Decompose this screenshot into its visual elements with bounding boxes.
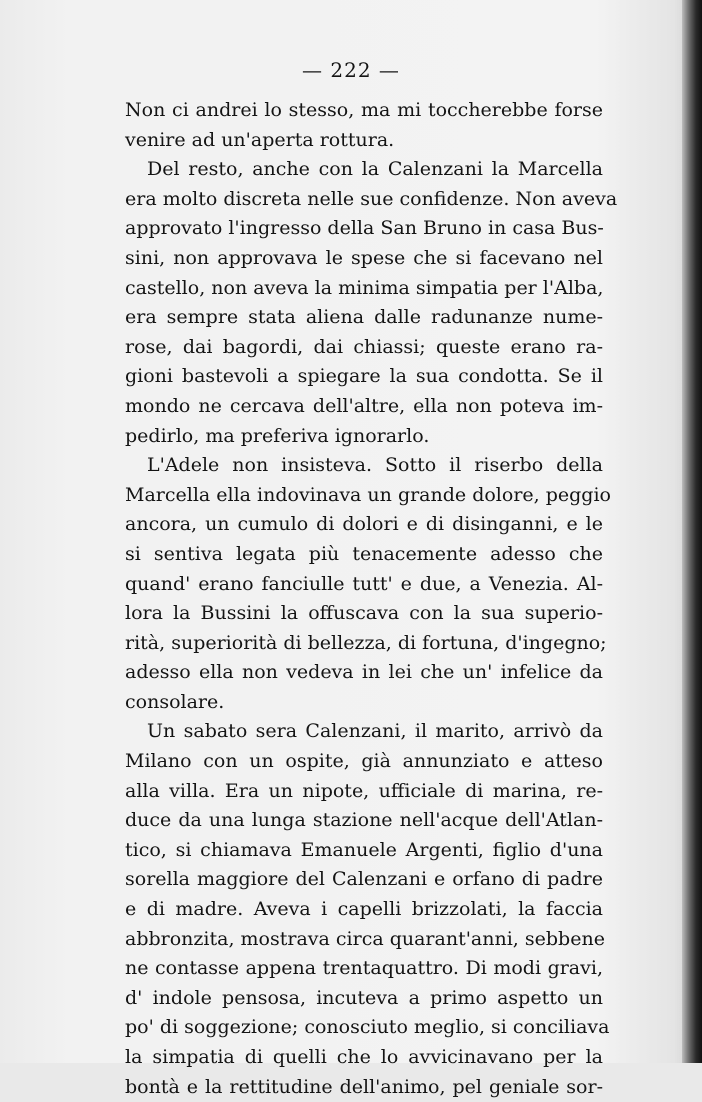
- text-line: alla villa. Era un nipote, ufficiale di marina, re-: [125, 779, 603, 802]
- text-line: quand' erano fanciulle tutt' e due, a Venezia. Al-: [125, 572, 603, 595]
- text-line: Marcella ella indovinava un grande dolore, peggio: [125, 483, 611, 506]
- text-line: rità, superiorità di bellezza, di fortuna, d'ingegno;: [125, 631, 607, 654]
- text-line: consolare.: [125, 690, 225, 713]
- text-line: adesso ella non vedeva in lei che un' infelice da: [125, 661, 603, 684]
- text-line: d' indole pensosa, incuteva a primo aspetto un: [125, 986, 603, 1009]
- text-line: po' di soggezione; conosciuto meglio, si conciliava: [125, 1016, 610, 1039]
- text-line: castello, non aveva la minima simpatia per l'Alba,: [125, 276, 604, 299]
- text-line: venire ad un'aperta rottura.: [125, 128, 395, 151]
- text-line: lora la Bussini la offuscava con la sua superio-: [125, 602, 603, 625]
- text-line: sorella maggiore del Calenzani e orfano di padre: [125, 868, 603, 891]
- text-line: approvato l'ingresso della San Bruno in casa Bus-: [125, 217, 604, 240]
- paragraph-first-line: L'Adele non insisteva. Sotto il riserbo della: [147, 454, 603, 477]
- text-line: ancora, un cumulo di dolori e di disinganni, e le: [125, 513, 603, 536]
- book-spine-shadow: [682, 0, 702, 1063]
- text-line: Non ci andrei lo stesso, ma mi toccherebbe forse: [125, 99, 603, 121]
- text-line: Milano con un ospite, già annunziato e atteso: [125, 750, 603, 773]
- text-line: abbronzita, mostrava circa quarant'anni, sebbene: [125, 927, 605, 950]
- text-line: e di madre. Aveva i capelli brizzolati, la faccia: [125, 898, 603, 921]
- text-line: era molto discreta nelle sue confidenze. Non aveva: [125, 187, 618, 210]
- text-line: tico, si chiamava Emanuele Argenti, figlio d'una: [125, 838, 603, 861]
- page-number: — 222 —: [302, 58, 400, 82]
- text-line: pedirlo, ma preferiva ignorarlo.: [125, 424, 430, 447]
- paragraph-first-line: Un sabato sera Calenzani, il marito, arrivò da: [147, 720, 603, 743]
- text-line: la simpatia di quelli che lo avvicinavano per la: [125, 1046, 603, 1068]
- text-line: rose, dai bagordi, dai chiassi; queste erano ra-: [125, 335, 603, 358]
- text-line: si sentiva legata più tenacemente adesso che: [125, 542, 603, 565]
- text-line: ne contasse appena trentaquattro. Di modi gravi,: [125, 957, 603, 980]
- text-line: duce da una lunga stazione nell'acque dell'Atlan-: [125, 809, 603, 832]
- text-line: era sempre stata aliena dalle radunanze nume-: [125, 306, 603, 329]
- paragraph-first-line: Del resto, anche con la Calenzani la Marcella: [147, 158, 603, 181]
- text-line: bontà e la rettitudine dell'animo, pel geniale sor-: [125, 1075, 603, 1098]
- text-line: mondo ne cercava dell'altre, ella non poteva im-: [125, 394, 603, 417]
- body-text: [125, 96, 618, 1102]
- text-line: gioni bastevoli a spiegare la sua condotta. Se il: [125, 365, 603, 388]
- text-line: sini, non approvava le spese che si facevano nel: [125, 246, 603, 269]
